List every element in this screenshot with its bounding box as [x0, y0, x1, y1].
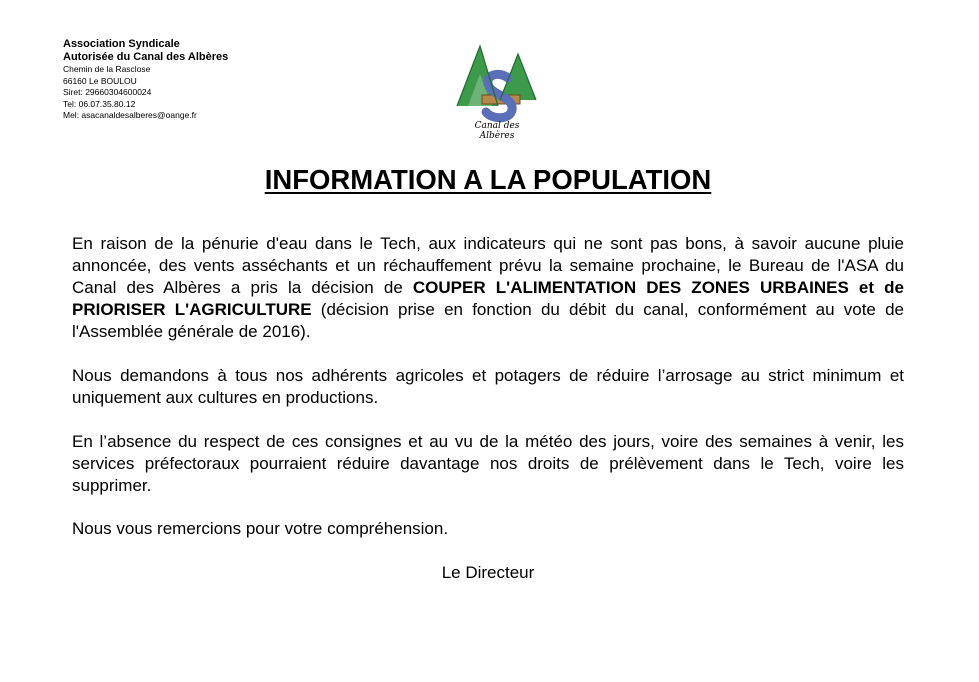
paragraph-decision-intro: En raison de la pénurie d'eau dans le Tech, aux indicateurs qui ne sont pas bons, à savoir aucune pluie annoncée, des vents asséchants et un réchauffement prévu la semaine prochaine, le Bureau de l'ASA du Canal des Albères a pris la décision de	[72, 234, 904, 297]
paragraph-thanks: Nous vous remercions pour votre compréhension.	[72, 519, 449, 538]
page-title: INFORMATION A LA POPULATION	[264, 164, 712, 195]
paragraph-request: Nous demandons à tous nos adhérents agricoles et potagers de réduire l’arrosage au strict minimum et uniquement aux cultures en productions.	[72, 366, 904, 407]
sender-tel: Tel: 06.07.35.80.12	[63, 98, 136, 109]
logo-caption: Canal des Albères	[474, 121, 520, 141]
sender-block	[63, 38, 228, 122]
sender-org-line2: Autorisée du Canal des Albères	[63, 51, 229, 63]
paragraph-decision	[72, 233, 904, 343]
sender-org-line1: Association Syndicale	[63, 38, 180, 50]
sender-address-line1: Chemin de la Rasclose	[63, 64, 151, 74]
paragraph-decision-outro: (décision prise en fonction du débit du canal, conformément au vote de l'Assemblée générale de 2016).	[72, 300, 904, 341]
paragraph-warning: En l’absence du respect de ces consignes et au vu de la météo des jours, voire des semaines à venir, les services préfectoraux pourraient réduire davantage nos droits de prélèvement dans le Tech, voire les supprimer.	[72, 432, 904, 495]
sender-address-line2: 66160 Le BOULOU	[63, 75, 137, 86]
paragraph-decision-bold: COUPER L'ALIMENTATION DES ZONES URBAINES et de PRIORISER L'AGRICULTURE	[72, 278, 904, 319]
signature: Le Directeur	[441, 563, 535, 582]
sender-siret: Siret: 29660304600024	[63, 87, 152, 97]
sender-mel: Mel: asacanaldesalberes@oange.fr	[63, 110, 197, 120]
